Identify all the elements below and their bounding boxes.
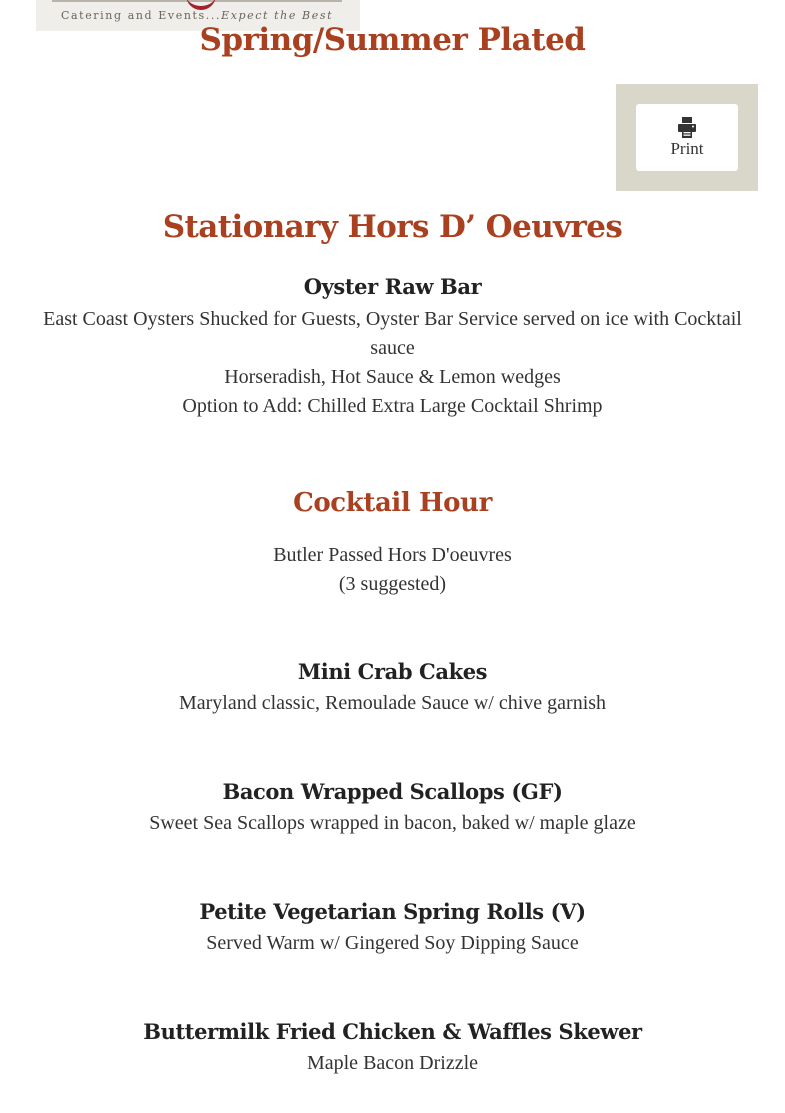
cocktail-intro-line: Butler Passed Hors D'oeuvres	[273, 544, 512, 566]
cocktail-intro	[30, 541, 755, 599]
menu-item-description: East Coast Oysters Shucked for Guests, Oyster Bar Service served on ice with Cocktail sauce	[43, 308, 742, 359]
menu-item-oyster-raw-bar	[30, 272, 755, 421]
logo-tagline-emphasis: Expect the Best	[221, 9, 334, 22]
menu-item-name: Mini Crab Cakes	[297, 659, 488, 684]
stationary-heading: Stationary Hors D’ Oeuvres	[162, 209, 623, 245]
menu-item-vegetarian-spring-rolls	[30, 897, 755, 958]
menu-item-name: Petite Vegetarian Spring Rolls (V)	[199, 899, 586, 924]
menu-item-description: Maple Bacon Drizzle	[306, 1052, 479, 1074]
menu-item-description: Horseradish, Hot Sauce & Lemon wedges	[224, 366, 561, 388]
print-label: Print	[670, 139, 704, 158]
cocktail-heading: Cocktail Hour	[293, 488, 492, 518]
print-button[interactable]	[636, 104, 738, 171]
menu-item-bacon-wrapped-scallops	[30, 777, 755, 838]
menu-item-name: Oyster Raw Bar	[303, 274, 482, 299]
menu-item-description: Maryland classic, Remoulade Sauce w/ chive garnish	[178, 692, 607, 714]
menu-item-name: Buttermilk Fried Chicken & Waffles Skewer	[143, 1019, 642, 1044]
menu-item-description: Option to Add: Chilled Extra Large Cocktail Shrimp	[182, 395, 603, 417]
menu-item-description: Served Warm w/ Gingered Soy Dipping Sauce	[206, 932, 579, 954]
menu-item-description: Sweet Sea Scallops wrapped in bacon, baked w/ maple glaze	[149, 812, 636, 834]
print-panel	[616, 84, 758, 191]
logo-tagline	[61, 9, 333, 22]
logo-tagline-main: Catering and Events...	[61, 9, 222, 22]
menu-item-mini-crab-cakes	[30, 657, 755, 718]
page-title: Spring/Summer Plated	[199, 22, 586, 58]
cocktail-intro-line: (3 suggested)	[338, 573, 447, 595]
menu-item-name: Bacon Wrapped Scallops (GF)	[222, 779, 563, 804]
printer-icon	[677, 117, 697, 139]
menu-item-chicken-waffles-skewer	[30, 1017, 755, 1078]
